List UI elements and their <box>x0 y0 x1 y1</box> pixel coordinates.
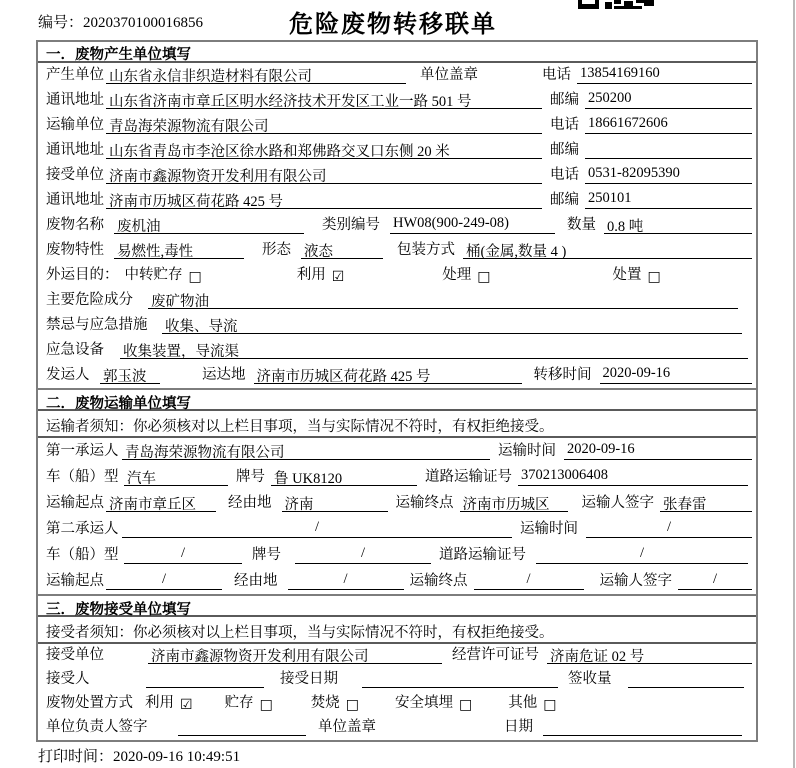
section-producer <box>38 42 756 388</box>
taboo-measures-value: 收集、导流 <box>162 315 742 334</box>
row-receiver-address <box>38 188 756 213</box>
endpoint2-label: 运输终点 <box>409 573 468 589</box>
transporter-unit-label: 运输单位 <box>46 117 104 133</box>
checkbox-disposal-incinerate-icon: □ <box>345 697 360 713</box>
disposal-method-label: 废物处置方式 <box>46 695 133 711</box>
plate-number1-label: 牌号 <box>236 469 265 485</box>
road-permit1-label: 道路运输证号 <box>425 469 512 485</box>
receiver-unit-label: 接受单位 <box>46 167 104 183</box>
row-first-carrier <box>38 438 756 464</box>
row-emergency-equipment <box>38 338 756 363</box>
emergency-equipment-label: 应急设备 <box>46 342 104 358</box>
first-carrier-value: 青岛海荣源物流有限公司 <box>122 441 490 460</box>
row-producer-address <box>38 88 756 113</box>
purpose-option-storage: 中转贮存 <box>124 267 183 283</box>
road-permit1-value: 370213006408 <box>518 467 748 486</box>
document-header <box>0 0 796 40</box>
purpose-label: 外运目的： <box>46 267 119 283</box>
first-carrier-label: 第一承运人 <box>46 443 119 459</box>
transporter-phone-value: 18661672606 <box>585 115 752 134</box>
producer-phone-label: 电话 <box>542 67 571 83</box>
transfer-time-value: 2020-09-16 <box>600 365 753 384</box>
accept-date-value <box>362 669 558 688</box>
accept-person-label: 接受人 <box>46 671 90 687</box>
head-signature-label: 单位负责人签字 <box>46 719 148 735</box>
destination-value: 济南市历城区荷花路 425 号 <box>254 365 522 384</box>
receiver-postal-value: 250101 <box>585 190 752 209</box>
transporter-unit-value: 青岛海荣源物流有限公司 <box>106 115 542 134</box>
road-permit2-value: / <box>536 545 748 564</box>
carrier-sign2-label: 运输人签字 <box>599 573 672 589</box>
via2-label: 经由地 <box>234 573 278 589</box>
accept-unit-label: 接受单位 <box>46 647 104 663</box>
transport-time2-value: / <box>586 519 752 538</box>
section2-header: 二．废物运输单位填写 <box>38 388 756 411</box>
transport-time1-value: 2020-09-16 <box>564 441 752 460</box>
form-state-value: 液态 <box>301 240 383 259</box>
quantity-value: 0.8 吨 <box>604 215 752 234</box>
endpoint1-label: 运输终点 <box>395 495 454 511</box>
receiver-postal-label: 邮编 <box>550 192 579 208</box>
transporter-address-value: 山东省青岛市李沧区徐水路和郑佛路交叉口东侧 20 米 <box>106 140 542 159</box>
plate-number2-value: / <box>295 545 431 564</box>
print-time <box>38 745 240 766</box>
row-head-signature <box>38 716 756 740</box>
row-transporter-address <box>38 138 756 163</box>
carrier-sign2-value: / <box>678 571 752 590</box>
checkbox-storage-icon: □ <box>188 269 202 285</box>
transporter-postal-label: 邮编 <box>550 142 579 158</box>
hazard-component-value: 废矿物油 <box>148 290 738 309</box>
waste-name-label: 废物名称 <box>46 217 104 233</box>
row-waste-property <box>38 238 756 263</box>
plate-number2-label: 牌号 <box>252 547 281 563</box>
taboo-measures-label: 禁忌与应急措施 <box>46 317 148 333</box>
row-receiver-unit <box>38 163 756 188</box>
checkbox-disposal-landfill-icon: □ <box>459 697 473 713</box>
manifest-form <box>36 40 758 742</box>
doc-number-value: 2020370100016856 <box>83 15 204 31</box>
endpoint1-value: 济南市历城区 <box>460 493 568 512</box>
disposal-option-store: 贮存 <box>224 695 254 711</box>
transporter-postal-value <box>585 140 752 159</box>
checkbox-dispose-icon: □ <box>647 269 661 285</box>
producer-unit-label: 产生单位 <box>46 67 104 83</box>
producer-address-value: 山东省济南市章丘区明水经济技术开发区工业一路 501 号 <box>106 90 542 109</box>
transporter-notice: 运输者须知：你必须核对以上栏目事项，当与实际情况不符时，有权拒绝接受。 <box>38 411 756 438</box>
endpoint2-value: / <box>474 571 584 590</box>
unit-stamp2-label: 单位盖章 <box>318 719 376 735</box>
page-right-edge <box>793 0 795 768</box>
doc-number-label: 编号： <box>38 15 84 31</box>
waste-property-label: 废物特性 <box>46 242 104 258</box>
row-vehicle2 <box>38 542 756 568</box>
transfer-time-label: 转移时间 <box>533 367 592 383</box>
origin1-value: 济南市章丘区 <box>106 493 216 512</box>
row-shipper <box>38 363 756 388</box>
packing-value: 桶(金属,数量 4 ) <box>463 240 752 259</box>
origin2-value: / <box>106 571 222 590</box>
row-disposal-method <box>38 692 756 716</box>
origin1-label: 运输起点 <box>46 495 104 511</box>
accept-date-label: 接受日期 <box>280 671 338 687</box>
print-time-value: 2020-09-16 10:49:51 <box>113 749 241 765</box>
row-producer-unit <box>38 63 756 88</box>
row-vehicle1 <box>38 464 756 490</box>
destination-label: 运达地 <box>202 367 246 383</box>
row-taboo-measures <box>38 313 756 338</box>
producer-address-label: 通讯地址 <box>46 92 104 108</box>
date-value <box>543 717 742 736</box>
head-signature-value <box>178 717 306 736</box>
producer-postal-value: 250200 <box>585 90 752 109</box>
receiver-address-label: 通讯地址 <box>46 192 104 208</box>
checkbox-utilize-checked-icon: ☑ <box>331 269 345 285</box>
disposal-option-utilize: 利用 <box>145 695 174 711</box>
row-accept-person <box>38 668 756 692</box>
purpose-option-utilize: 利用 <box>296 267 326 283</box>
disposal-option-other: 其他 <box>508 695 538 711</box>
row-transfer-purpose <box>38 263 756 288</box>
carrier-sign1-label: 运输人签字 <box>581 495 654 511</box>
row-second-carrier <box>38 516 756 542</box>
row-route1 <box>38 490 756 516</box>
checkbox-treat-icon: □ <box>477 269 491 285</box>
row-hazard-component <box>38 288 756 313</box>
vehicle-type1-label: 车（船）型 <box>46 469 119 485</box>
waste-name-value: 废机油 <box>114 215 304 234</box>
section-receiver <box>38 594 756 740</box>
transport-time2-label: 运输时间 <box>520 521 578 537</box>
origin2-label: 运输起点 <box>46 573 104 589</box>
vehicle-type2-value: / <box>124 545 242 564</box>
vehicle-type1-value: 汽车 <box>124 467 228 486</box>
checkbox-disposal-other-icon: □ <box>543 697 557 713</box>
section3-header: 三．废物接受单位填写 <box>38 594 756 617</box>
producer-postal-label: 邮编 <box>550 92 579 108</box>
section-transporter <box>38 388 756 594</box>
shipper-label: 发运人 <box>46 367 90 383</box>
plate-number1-value: 鲁 UK8120 <box>271 467 417 486</box>
checkbox-disposal-store-icon: □ <box>259 697 273 713</box>
receiver-phone-label: 电话 <box>550 167 579 183</box>
receiver-phone-value: 0531-82095390 <box>585 165 752 184</box>
purpose-option-treat: 处理 <box>442 267 472 283</box>
page-title: 危险废物转移联单 <box>289 12 497 38</box>
received-amount-label: 签收量 <box>568 671 612 687</box>
section1-header: 一．废物产生单位填写 <box>38 42 756 63</box>
carrier-sign1-value: 张春雷 <box>660 493 752 512</box>
accept-unit-value: 济南市鑫源物资开发利用有限公司 <box>148 645 442 664</box>
print-time-label: 打印时间： <box>38 749 114 765</box>
via2-value: / <box>288 571 404 590</box>
transporter-phone-label: 电话 <box>550 117 579 133</box>
road-permit2-label: 道路运输证号 <box>439 547 526 563</box>
emergency-equipment-value: 收集装置，导流渠 <box>120 340 748 359</box>
license-value: 济南危证 02 号 <box>547 645 752 664</box>
receiver-unit-value: 济南市鑫源物资开发利用有限公司 <box>106 165 542 184</box>
purpose-option-dispose: 处置 <box>612 267 642 283</box>
license-label: 经营许可证号 <box>452 647 539 663</box>
unit-stamp-label: 单位盖章 <box>420 67 478 83</box>
row-route2 <box>38 568 756 594</box>
disposal-option-incinerate: 焚烧 <box>310 695 340 711</box>
waste-property-value: 易燃性,毒性 <box>114 240 244 259</box>
second-carrier-value: / <box>122 519 512 538</box>
disposal-option-landfill: 安全填埋 <box>395 695 454 711</box>
packing-label: 包装方式 <box>397 242 455 258</box>
row-transporter-unit <box>38 113 756 138</box>
accept-person-value <box>146 669 264 688</box>
category-number-value: HW08(900-249-08) <box>390 215 555 234</box>
category-number-label: 类别编号 <box>322 217 380 233</box>
vehicle-type2-label: 车（船）型 <box>46 547 119 563</box>
date-label: 日期 <box>504 719 533 735</box>
hazard-component-label: 主要危险成分 <box>46 292 133 308</box>
qr-code-partial-icon <box>578 0 654 9</box>
row-accept-unit <box>38 644 756 668</box>
quantity-label: 数量 <box>567 217 596 233</box>
receiver-address-value: 济南市历城区荷花路 425 号 <box>106 190 542 209</box>
transporter-address-label: 通讯地址 <box>46 142 104 158</box>
receiver-notice: 接受者须知：你必须核对以上栏目事项，当与实际情况不符时，有权拒绝接受。 <box>38 617 756 644</box>
transport-time1-label: 运输时间 <box>498 443 556 459</box>
received-amount-value <box>628 669 745 688</box>
producer-unit-value: 山东省永信非织造材料有限公司 <box>106 65 406 84</box>
producer-phone-value: 13854169160 <box>577 65 752 84</box>
shipper-value: 郭玉波 <box>100 365 160 384</box>
via1-label: 经由地 <box>228 495 272 511</box>
row-waste-name <box>38 213 756 238</box>
form-state-label: 形态 <box>262 242 291 258</box>
via1-value: 济南 <box>282 493 388 512</box>
second-carrier-label: 第二承运人 <box>46 521 119 537</box>
checkbox-disposal-utilize-checked-icon: ☑ <box>180 697 193 713</box>
